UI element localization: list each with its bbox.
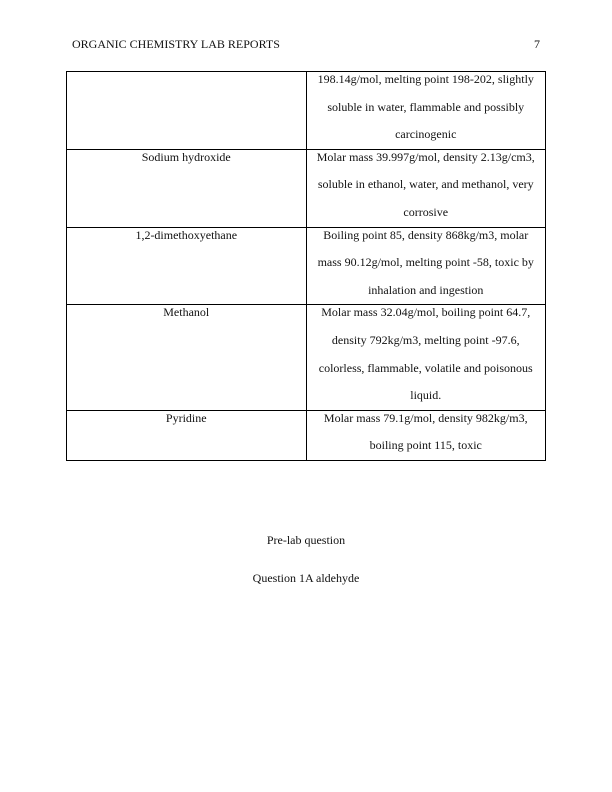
page-number: 7	[534, 37, 540, 51]
chemical-properties-cell: Molar mass 32.04g/mol, boiling point 64.7, density 792kg/m3, melting point -97.6, colorless, flammable, volatile and poisonous liquid.	[306, 305, 545, 410]
chemical-name-cell: 1,2-dimethoxyethane	[67, 227, 307, 305]
chemical-properties-cell: Molar mass 79.1g/mol, density 982kg/m3, boiling point 115, toxic	[306, 410, 545, 460]
chemical-name-cell: Sodium hydroxide	[67, 149, 307, 227]
chemical-properties-table	[66, 71, 546, 461]
chemical-properties-cell: 198.14g/mol, melting point 198-202, slightly soluble in water, flammable and possibly carcinogenic	[306, 72, 545, 150]
table-row	[67, 149, 546, 227]
prelab-heading: Pre-lab question	[266, 533, 346, 547]
chemical-name-cell	[67, 72, 307, 150]
table-row	[67, 410, 546, 460]
table-row	[67, 227, 546, 305]
header-title: ORGANIC CHEMISTRY LAB REPORTS	[72, 37, 280, 51]
chemical-properties-cell: Boiling point 85, density 868kg/m3, molar mass 90.12g/mol, melting point -58, toxic by inhalation and ingestion	[306, 227, 545, 305]
chemical-name-cell: Methanol	[67, 305, 307, 410]
question-heading: Question 1A aldehyde	[252, 571, 360, 585]
table-row	[67, 72, 546, 150]
table-row	[67, 305, 546, 410]
chemical-name-cell: Pyridine	[67, 410, 307, 460]
chemical-properties-cell: Molar mass 39.997g/mol, density 2.13g/cm3, soluble in ethanol, water, and methanol, very corrosive	[306, 149, 545, 227]
